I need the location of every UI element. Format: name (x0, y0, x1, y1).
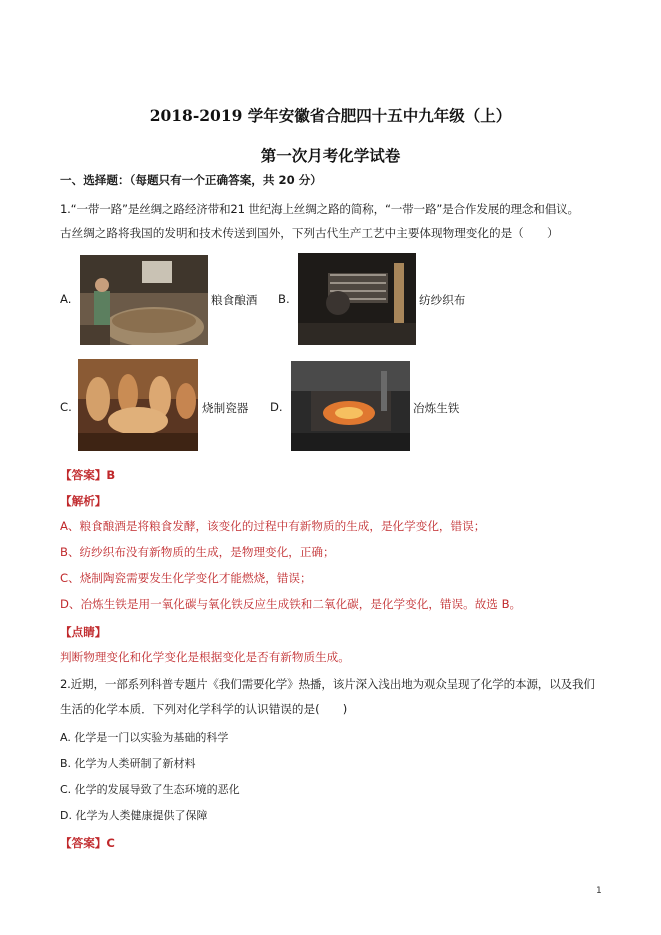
q2-answer: 【答案】C (60, 836, 115, 850)
q1-analysis-a: A、粮食酿酒是将粮食发酵，该变化的过程中有新物质的生成，是化学变化，错误； (60, 519, 486, 533)
iron-smelting-photo (291, 361, 410, 451)
grain-brewing-photo (80, 255, 208, 345)
q1-option-b-label: 纺纱织布 (419, 293, 466, 307)
exam-title-line1: 2018-2019 学年安徽省合肥四十五中九年级（上） (149, 106, 512, 125)
q1-option-d-letter: D. (270, 400, 283, 414)
q2-option-a: A. 化学是一门以实验为基础的科学 (60, 731, 229, 744)
q1-comment: 判断物理变化和化学变化是根据变化是否有新物质生成。 (60, 650, 350, 664)
q1-analysis-b: B、纺纱织布没有新物质的生成，是物理变化，正确； (60, 545, 335, 559)
q2-stem-line1: 2.近期，一部系列科普专题片《我们需要化学》热播，该片深入浅出地为观众呈现了化学的本源，以及我们 (60, 677, 595, 691)
q1-analysis-d: D、冶炼生铁是用一氧化碳与氧化铁反应生成铁和二氧化碳，是化学变化，错误。故选 B。 (60, 597, 522, 611)
q1-analysis-c: C、烧制陶瓷需要发生化学变化才能燃烧，错误； (60, 571, 312, 585)
section-heading: 一、选择题：（每题只有一个正确答案，共 20 分） (60, 173, 322, 187)
q2-stem-line2: 生活的化学本质．下列对化学科学的认识错误的是( ) (60, 702, 348, 716)
exam-title-line2: 第一次月考化学试卷 (260, 146, 401, 165)
q1-stem-line1: 1.“一带一路”是丝绸之路经济带和21 世纪海上丝绸之路的简称，“一带一路”是合作发展的理念和倡议。 (60, 202, 579, 216)
q1-option-a-label: 粮食酿酒 (211, 293, 258, 307)
page-number: 1 (596, 886, 602, 896)
q1-answer: 【答案】B (60, 468, 116, 482)
q1-analysis-tag: 【解析】 (60, 494, 107, 508)
q1-option-d-label: 冶炼生铁 (413, 401, 460, 415)
porcelain-firing-photo (78, 359, 198, 451)
q1-option-a-letter: A. (60, 292, 72, 306)
q1-stem-line2: 古丝绸之路将我国的发明和技术传送到国外，下列古代生产工艺中主要体现物理变化的是（ ） (60, 226, 559, 240)
q1-comment-tag: 【点睛】 (60, 625, 107, 639)
q1-option-c-letter: C. (60, 400, 72, 414)
q2-option-b: B. 化学为人类研制了新材料 (60, 757, 196, 770)
spinning-weaving-photo (298, 253, 416, 345)
q2-option-c: C. 化学的发展导致了生态环境的恶化 (60, 783, 240, 796)
q1-option-c-label: 烧制瓷器 (202, 401, 249, 415)
q1-option-b-letter: B. (278, 292, 290, 306)
q2-option-d: D. 化学为人类健康提供了保障 (60, 809, 208, 822)
